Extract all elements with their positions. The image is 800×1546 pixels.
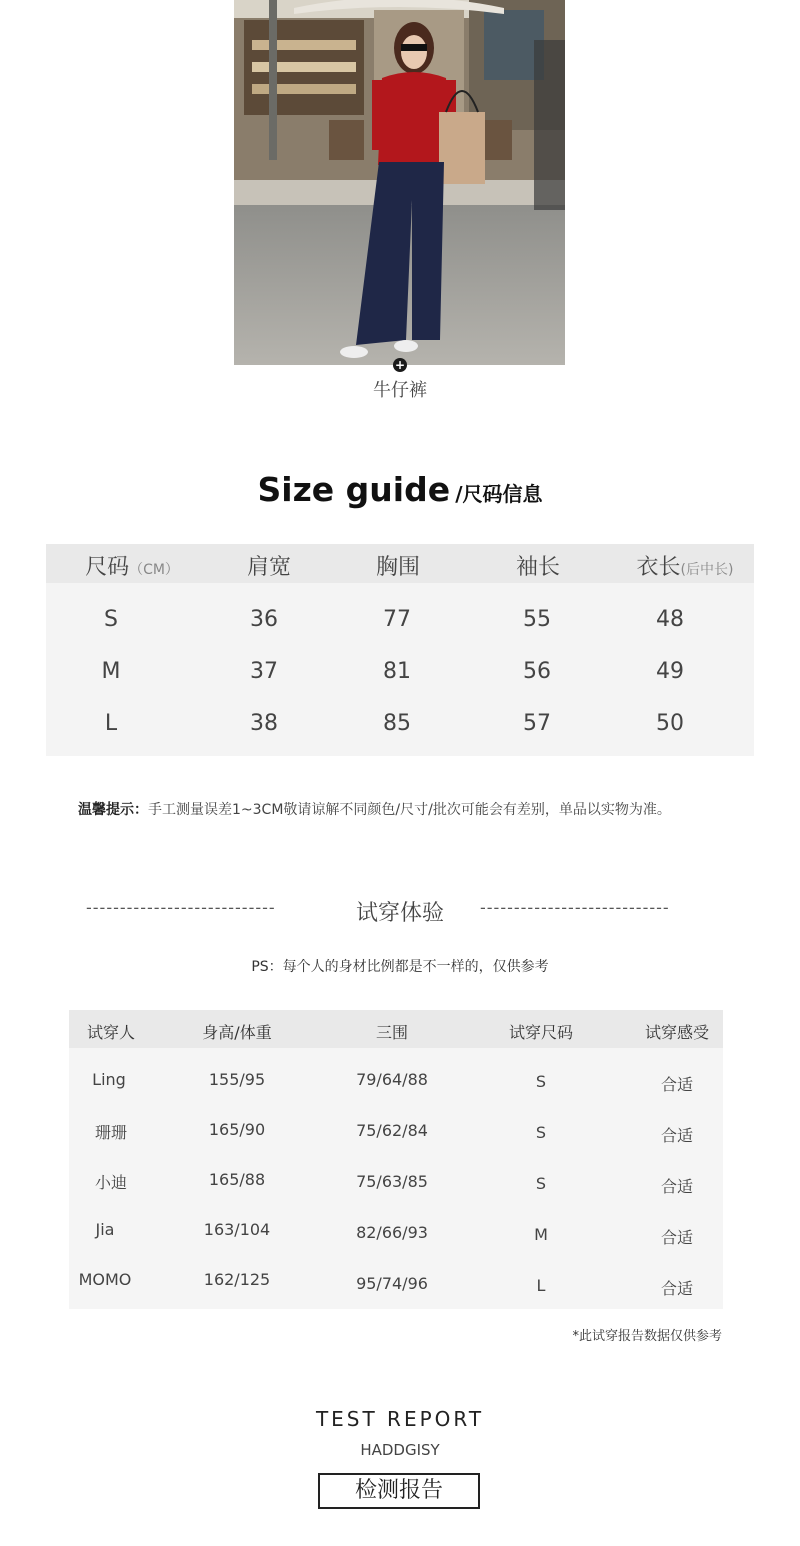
- size-header-length: 衣长(后中长): [636, 555, 734, 580]
- tryon-cell: Jia: [95, 1220, 115, 1239]
- tryon-cell: 合适: [660, 1126, 694, 1145]
- tryon-header-height-weight: 身高/体重: [202, 1023, 272, 1042]
- tryon-table: [69, 1010, 723, 1309]
- size-cell: 49: [656, 659, 684, 684]
- size-cell: 38: [250, 711, 278, 736]
- divider-right: ----------------------------: [480, 898, 670, 917]
- size-cell: 37: [250, 659, 278, 684]
- tryon-cell: 75/63/85: [356, 1172, 428, 1191]
- tryon-cell: 合适: [660, 1228, 694, 1247]
- tryon-header-measurements: 三围: [375, 1023, 409, 1042]
- tryon-note: PS：每个人的身材比例都是不一样的，仅供参考: [251, 959, 549, 975]
- tryon-cell: Ling: [92, 1070, 126, 1089]
- plus-icon[interactable]: +: [394, 358, 406, 372]
- tip-text: 手工测量误差1~3CM敬请谅解不同颜色/尺寸/批次可能会有差别，单品以实物为准。: [148, 802, 671, 818]
- tryon-cell: MOMO: [78, 1270, 132, 1289]
- tryon-cell: 珊珊: [94, 1123, 128, 1142]
- tryon-cell: S: [535, 1123, 547, 1142]
- report-title: TEST REPORT: [315, 1407, 485, 1431]
- test-report-button[interactable]: 检测报告: [318, 1473, 480, 1509]
- tryon-cell: 163/104: [203, 1220, 271, 1239]
- tryon-cell: 合适: [660, 1075, 694, 1094]
- tryon-cell: M: [534, 1225, 548, 1244]
- size-table: [46, 544, 754, 756]
- tryon-cell: 165/90: [208, 1120, 266, 1139]
- tryon-cell: L: [536, 1276, 546, 1295]
- tryon-cell: S: [535, 1072, 547, 1091]
- report-brand: HADDGISY: [360, 1441, 440, 1459]
- tryon-cell: 79/64/88: [356, 1070, 428, 1089]
- size-cell: 57: [523, 711, 551, 736]
- size-header-sleeve: 袖长: [515, 555, 561, 580]
- size-cell: 36: [250, 607, 278, 632]
- tip-label: 温馨提示：: [78, 802, 148, 818]
- size-cell: S: [104, 607, 118, 632]
- size-cell: 81: [383, 659, 411, 684]
- divider-left: ----------------------------: [86, 898, 276, 917]
- size-cell: L: [104, 711, 118, 736]
- measurement-tip: [78, 799, 671, 819]
- size-header-shoulder: 肩宽: [246, 555, 292, 580]
- tryon-cell: 小迪: [94, 1173, 128, 1192]
- tryon-cell: 75/62/84: [356, 1121, 428, 1140]
- tryon-cell: 合适: [660, 1279, 694, 1298]
- tryon-cell: 合适: [660, 1177, 694, 1196]
- tryon-cell: 95/74/96: [356, 1274, 428, 1293]
- size-guide-title-zh: /尺码信息: [455, 482, 543, 506]
- size-cell: 48: [656, 607, 684, 632]
- size-guide-title-en: Size guide: [257, 470, 451, 509]
- tryon-cell: S: [535, 1174, 547, 1193]
- tryon-footnote: *此试穿报告数据仅供参考: [572, 1329, 722, 1344]
- size-cell: M: [101, 659, 121, 684]
- size-cell: 55: [523, 607, 551, 632]
- size-cell: 50: [656, 711, 684, 736]
- product-caption: 牛仔裤: [373, 380, 427, 401]
- tryon-header-size: 试穿尺码: [508, 1023, 574, 1042]
- product-photo[interactable]: [234, 0, 565, 365]
- size-guide-title: [0, 470, 800, 509]
- tryon-cell: 165/88: [208, 1170, 266, 1189]
- tryon-cell: 82/66/93: [356, 1223, 428, 1242]
- tryon-cell: 155/95: [208, 1070, 266, 1089]
- size-cell: 85: [383, 711, 411, 736]
- tryon-title: 试穿体验: [355, 901, 444, 926]
- tryon-cell: 162/125: [203, 1270, 271, 1289]
- tryon-header-feeling: 试穿感受: [644, 1023, 710, 1042]
- size-header-size: 尺码（CM）: [85, 555, 179, 580]
- size-header-chest: 胸围: [375, 555, 421, 580]
- size-cell: 56: [523, 659, 551, 684]
- tryon-header-person: 试穿人: [86, 1023, 136, 1042]
- size-cell: 77: [383, 607, 411, 632]
